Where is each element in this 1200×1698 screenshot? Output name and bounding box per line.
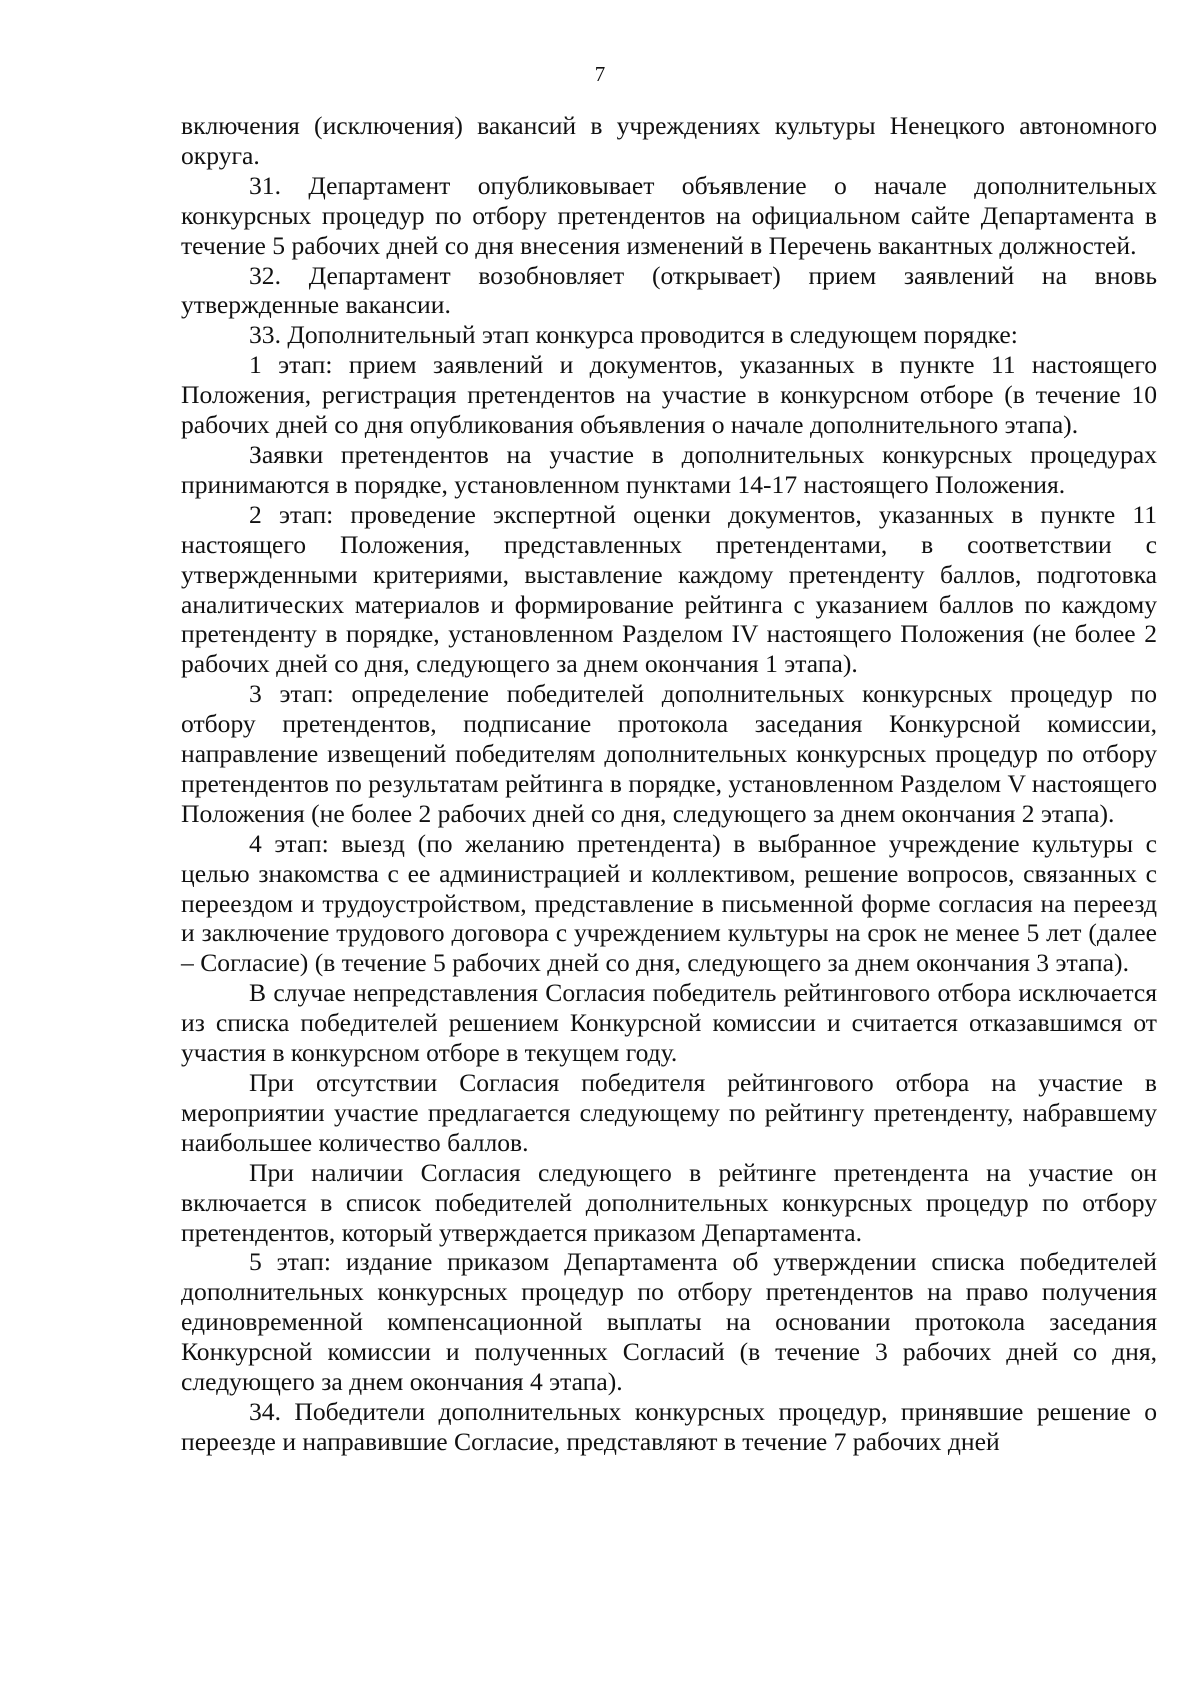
paragraph-stage-4: 4 этап: выезд (по желанию претендента) в выбранное учреждение культуры с целью знакомства с ее администрацией и коллективом, решение вопросов, связанных с переездом и трудоустройством, представление в письменной форме согласия на переезд и заключение трудового договора с учреждением культуры на срок не менее 5 лет (далее – Согласие) (в течение 5 рабочих дней со дня, следующего за днем окончания 3 этапа). (181, 828, 1157, 978)
paragraph-stage-3: 3 этап: определение победителей дополнительных конкурсных процедур по отбору претендентов, подписание протокола заседания Конкурсной комиссии, направление извещений победителям дополнительных конкурсных процедур по отбору претендентов по результатам рейтинга в порядке, установленном Разделом V настоящего Положения (не более 2 рабочих дней со дня, следующего за днем окончания 2 этапа). (181, 679, 1157, 828)
paragraph-stage-1: 1 этап: прием заявлений и документов, указанных в пункте 11 настоящего Положения, регистрация претендентов на участие в конкурсном отборе (в течение 10 рабочих дней со дня опубликования объявления о начале дополнительного этапа). (181, 350, 1157, 440)
document-body (181, 111, 1157, 1457)
paragraph-continuation: включения (исключения) вакансий в учреждениях культуры Ненецкого автономного округа. (181, 111, 1157, 170)
paragraph-no-consent: В случае непредставления Согласия победитель рейтингового отбора исключается из списка победителей решением Конкурсной комиссии и считается отказавшимся от участия в конкурсном отборе в текущем году. (181, 978, 1157, 1068)
paragraph-item-34: 34. Победители дополнительных конкурсных процедур, принявшие решение о переезде и направившие Согласие, представляют в течение 7 рабочих дней (181, 1396, 1157, 1456)
paragraph-absence-consent: При отсутствии Согласия победителя рейтингового отбора на участие в мероприятии участие предлагается следующему по рейтингу претенденту, набравшему наибольшее количество баллов. (181, 1068, 1157, 1157)
paragraph-item-32: 32. Департамент возобновляет (открывает) прием заявлений на вновь утвержденные вакансии. (181, 260, 1157, 320)
paragraph-stage-2: 2 этап: проведение экспертной оценки документов, указанных в пункте 11 настоящего Положения, представленных претендентами, в соответствии с утвержденными критериями, выставление каждому претенденту баллов, подготовка аналитических материалов и формирование рейтинга с указанием баллов по каждому претенденту в порядке, установленном Разделом IV настоящего Положения (не более 2 рабочих дней со дня, следующего за днем окончания 1 этапа). (181, 499, 1157, 679)
page-number: 7 (594, 62, 606, 86)
paragraph-item-31: 31. Департамент опубликовывает объявление о начале дополнительных конкурсных процедур по отбору претендентов на официальном сайте Департамента в течение 5 рабочих дней со дня внесения изменений в Перечень вакантных должностей. (181, 170, 1157, 260)
paragraph-applications: Заявки претендентов на участие в дополнительных конкурсных процедурах принимаются в порядке, установленном пунктами 14-17 настоящего Положения. (181, 439, 1157, 499)
paragraph-item-33: 33. Дополнительный этап конкурса проводится в следующем порядке: (249, 320, 1018, 350)
paragraph-next-consent: При наличии Согласия следующего в рейтинге претендента на участие он включается в список победителей дополнительных конкурсных процедур по отбору претендентов, который утверждается приказом Департамента. (181, 1157, 1157, 1247)
paragraph-stage-5: 5 этап: издание приказом Департамента об утверждении списка победителей дополнительных конкурсных процедур по отбору претендентов на право получения единовременной компенсационной выплаты на основании протокола заседания Конкурсной комиссии и полученных Согласий (в течение 3 рабочих дней со дня, следующего за днем окончания 4 этапа). (181, 1247, 1157, 1397)
